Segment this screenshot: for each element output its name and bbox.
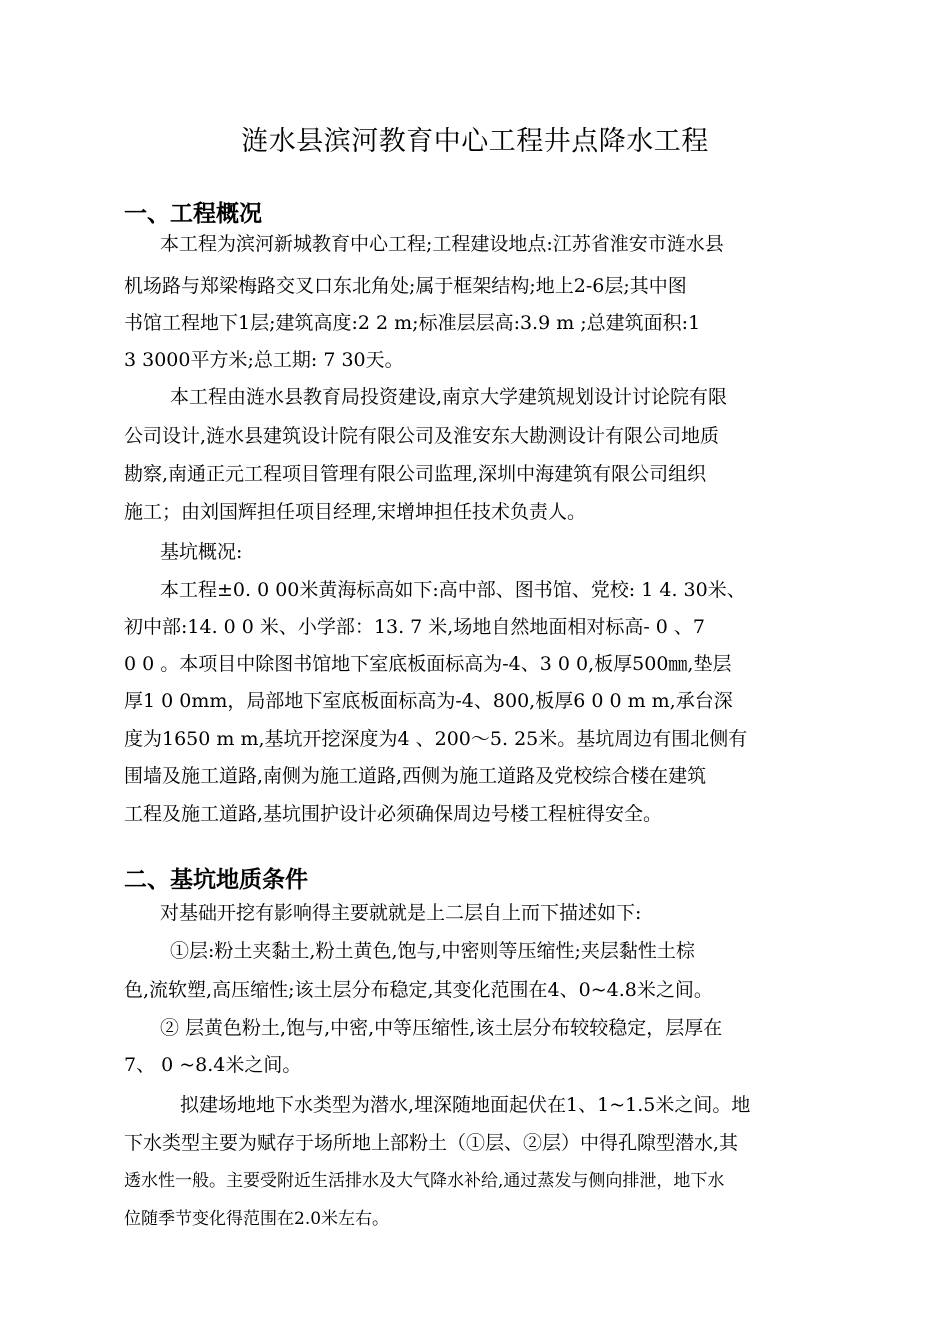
paragraph-line: 围墙及施工道路,南侧为施工道路,西侧为施工道路及党校综合楼在建筑	[124, 765, 707, 787]
paragraph-line: 7、 0 ~8.4米之间。	[124, 1054, 302, 1076]
document-title: 涟水县滨河教育中心工程井点降水工程	[241, 126, 709, 157]
paragraph-line: 透水性一般。主要受附近生活排水及大气降水补给,通过蒸发与侧向排泄，地下水	[124, 1171, 725, 1191]
paragraph-line: 下水类型主要为赋存于场所地上部粉土（①层、②层）中得孔隙型潜水,其	[124, 1132, 739, 1154]
paragraph-line: 本工程为滨河新城教育中心工程;工程建设地点:江苏省淮安市涟水县	[160, 233, 724, 255]
section-heading-geology: 二、基坑地质条件	[124, 867, 308, 893]
paragraph-line: 公司设计,涟水县建筑设计院有限公司及淮安东大勘测设计有限公司地质	[124, 425, 720, 447]
paragraph-line: ② 层黄色粉土,饱与,中密,中等压缩性,该土层分布较较稳定，层厚在	[160, 1017, 723, 1039]
paragraph-line: 施工；由刘国辉担任项目经理,宋增坤担任技术负责人。	[124, 501, 587, 523]
paragraph-line: 本工程由涟水县教育局投资建设,南京大学建筑规划设计讨论院有限	[170, 386, 728, 408]
paragraph-line: 基坑概况:	[160, 541, 243, 563]
paragraph-line: 书馆工程地下1层;建筑高度:2 2 m;标准层层高:3.9 m ;总建筑面积:1	[124, 312, 701, 334]
paragraph-line: 初中部:14. 0 0 米、小学部：13. 7 米,场地自然地面相对标高- 0 、7	[124, 616, 706, 638]
paragraph-line: 勘察,南通正元工程项目管理有限公司监理,深圳中海建筑有限公司组织	[124, 463, 707, 485]
paragraph-line: 3 3000平方米;总工期: 7 30天。	[124, 349, 404, 371]
paragraph-line: 工程及施工道路,基坑围护设计必须确保周边号楼工程桩得安全。	[124, 803, 663, 825]
section-heading-overview: 一、工程概况	[124, 201, 262, 227]
paragraph-line: 厚1 0 0mm，局部地下室底板面标高为-4、800,板厚6 0 0 m m,承台深	[124, 690, 733, 712]
paragraph-line: 本工程±0. 0 00米黄海标高如下:高中部、图书馆、党校: 1 4. 30米、	[160, 579, 746, 601]
paragraph-line: 对基础开挖有影响得主要就就是上二层自上而下描述如下:	[160, 902, 642, 924]
paragraph-line: ①层:粉土夹黏土,粉土黄色,饱与,中密则等压缩性;夹层黏性土棕	[170, 940, 695, 962]
paragraph-line: 位随季节变化得范围在2.0米左右。	[124, 1209, 390, 1229]
paragraph-line: 色,流软塑,高压缩性;该土层分布稳定,其变化范围在4、0~4.8米之间。	[124, 979, 713, 1001]
paragraph-line: 度为1650 m m,基坑开挖深度为4 、200～5. 25米。基坑周边有围北侧有	[124, 728, 748, 750]
paragraph-line: 机场路与郑梁梅路交叉口东北角处;属于框架结构;地上2-6层;其中图	[124, 275, 687, 297]
paragraph-line: 拟建场地地下水类型为潜水,埋深随地面起伏在1、1~1.5米之间。地	[180, 1094, 751, 1116]
paragraph-line: 0 0 。本项目中除图书馆地下室底板面标高为-4、3 0 0,板厚500㎜,垫层	[124, 653, 732, 675]
